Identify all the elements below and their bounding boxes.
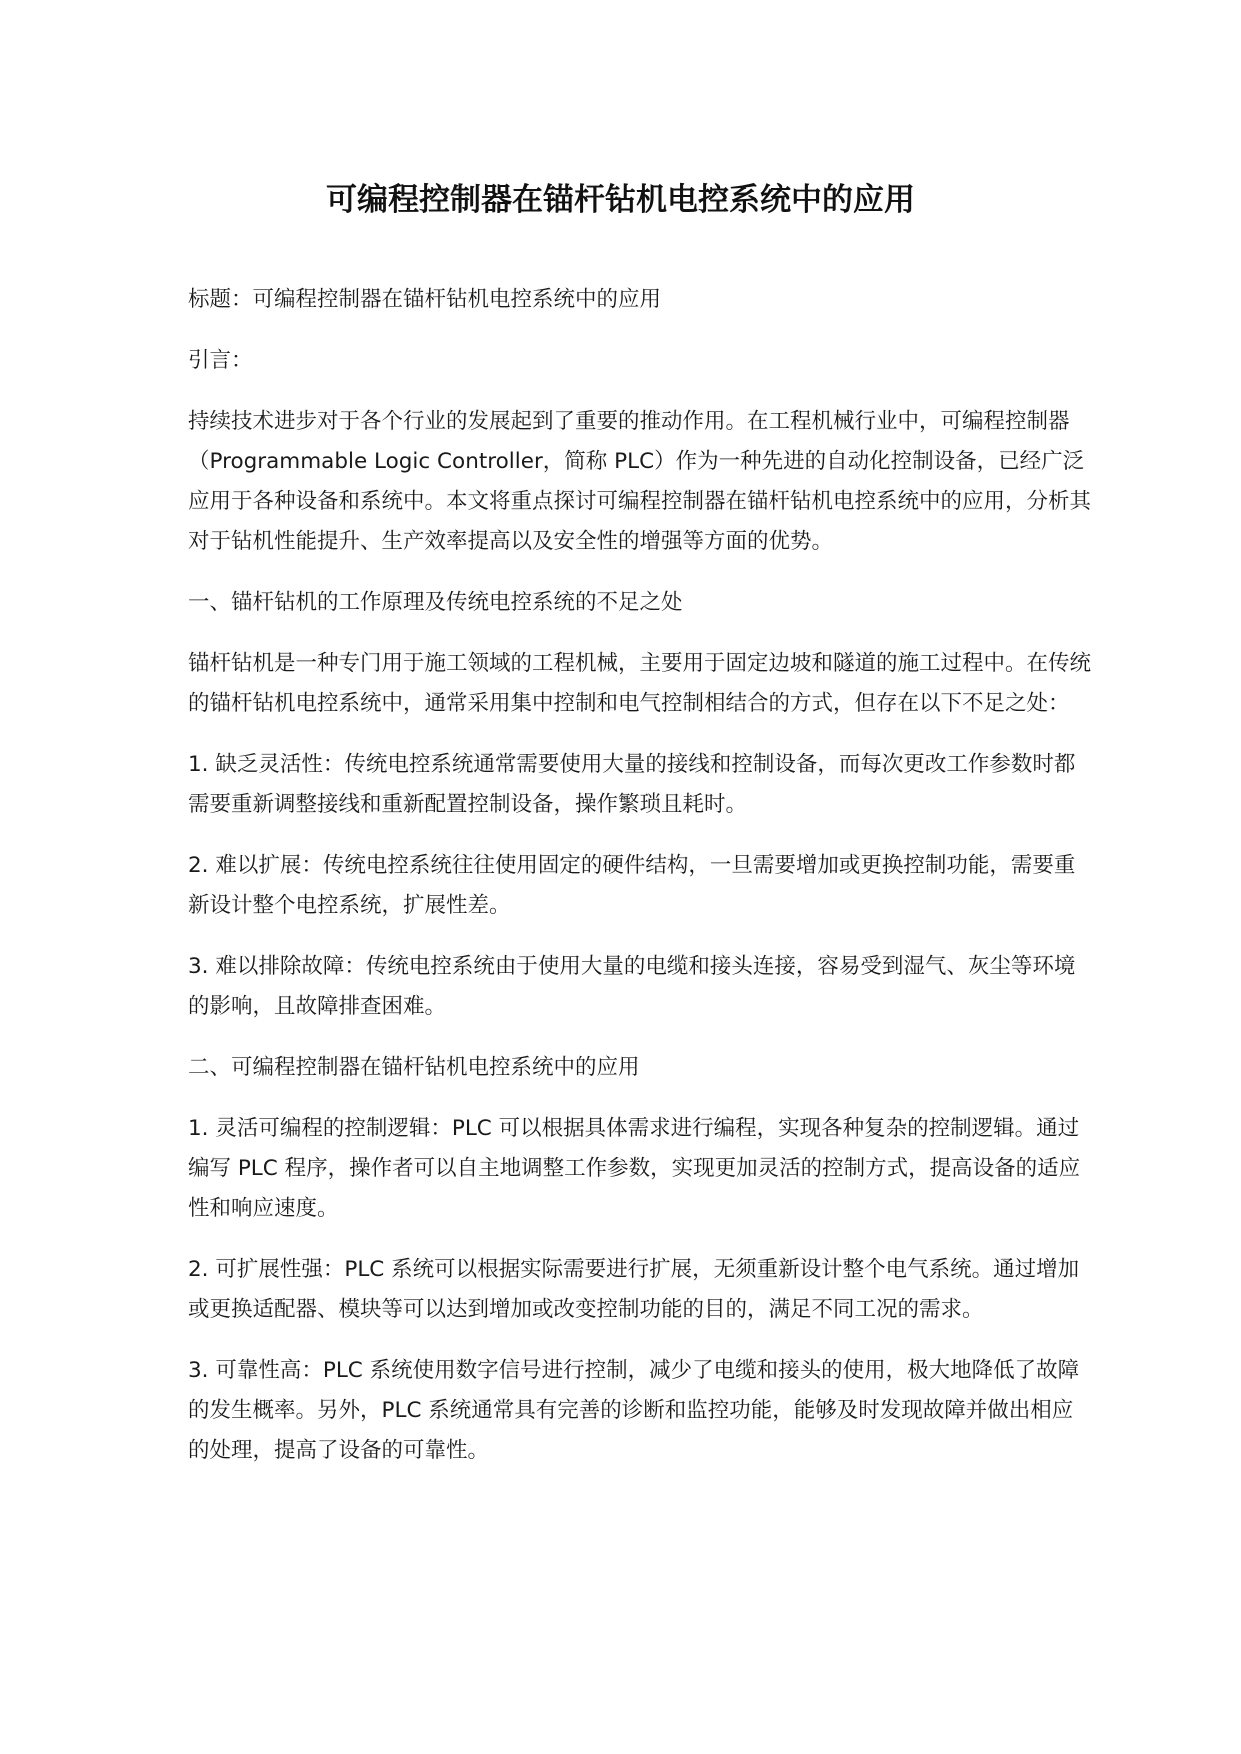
list-item-1-3: 3. 难以排除故障：传统电控系统由于使用大量的电缆和接头连接，容易受到湿气、灰尘等环境的影响，且故障排查困难。 [188, 954, 1076, 1019]
paragraph-intro-heading: 引言： [188, 348, 253, 373]
section-heading-1: 一、锚杆钻机的工作原理及传统电控系统的不足之处 [188, 590, 683, 615]
paragraph-intro: 持续技术进步对于各个行业的发展起到了重要的推动作用。在工程机械行业中，可编程控制器（Programmable Logic Controller，简称 PLC）作为一种先进的自动化控制设备，已经广泛应用于各种设备和系统中。本文将重点探讨可编程控制器在锚杆钻机电控系统中的应用，分析其对于钻机性能提升、生产效率提高以及安全性的增强等方面的优势。 [188, 409, 1092, 554]
paragraph-title-line: 标题：可编程控制器在锚杆钻机电控系统中的应用 [188, 287, 662, 312]
paragraph-section-1: 锚杆钻机是一种专门用于施工领域的工程机械，主要用于固定边坡和隧道的施工过程中。在传统的锚杆钻机电控系统中，通常采用集中控制和电气控制相结合的方式，但存在以下不足之处： [188, 651, 1092, 716]
list-item-1-2: 2. 难以扩展：传统电控系统往往使用固定的硬件结构，一旦需要增加或更换控制功能，需要重新设计整个电控系统，扩展性差。 [188, 853, 1076, 918]
list-item-2-3: 3. 可靠性高：PLC 系统使用数字信号进行控制，减少了电缆和接头的使用，极大地降低了故障的发生概率。另外，PLC 系统通常具有完善的诊断和监控功能，能够及时发现故障并做出相应的处理，提高了设备的可靠性。 [188, 1358, 1080, 1463]
document-title: 可编程控制器在锚杆钻机电控系统中的应用 [326, 182, 915, 218]
document-body [188, 280, 1093, 1492]
section-heading-2: 二、可编程控制器在锚杆钻机电控系统中的应用 [188, 1055, 640, 1080]
list-item-2-1: 1. 灵活可编程的控制逻辑：PLC 可以根据具体需求进行编程，实现各种复杂的控制逻辑。通过编写 PLC 程序，操作者可以自主地调整工作参数，实现更加灵活的控制方式，提高设备的适应性和响应速度。 [188, 1116, 1081, 1221]
list-item-2-2: 2. 可扩展性强：PLC 系统可以根据实际需要进行扩展，无须重新设计整个电气系统。通过增加或更换适配器、模块等可以达到增加或改变控制功能的目的，满足不同工况的需求。 [188, 1257, 1080, 1322]
list-item-1-1: 1. 缺乏灵活性：传统电控系统通常需要使用大量的接线和控制设备，而每次更改工作参数时都需要重新调整接线和重新配置控制设备，操作繁琐且耗时。 [188, 752, 1076, 817]
